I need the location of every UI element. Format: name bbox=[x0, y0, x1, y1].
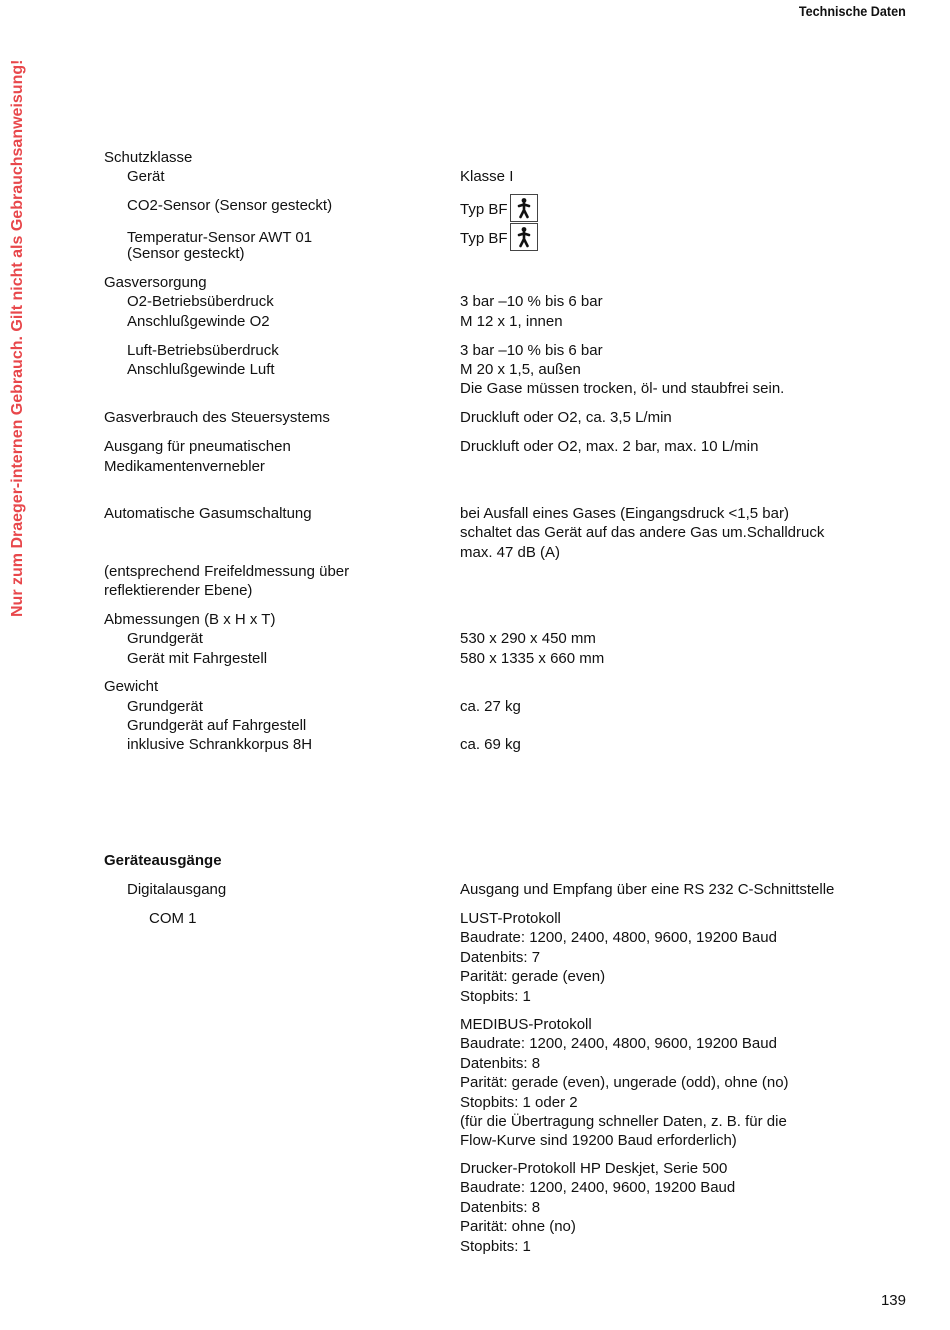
drucker-line: Drucker-Protokoll HP Deskjet, Serie 500 bbox=[460, 1160, 728, 1177]
o2-thread-label: Anschlußgewinde O2 bbox=[127, 313, 270, 330]
digitalausgang-value: Ausgang und Empfang über eine RS 232 C-Schnittstelle bbox=[460, 881, 835, 898]
temp-sensor-value bbox=[460, 225, 538, 253]
temp-sensor-label-2: (Sensor gesteckt) bbox=[127, 245, 245, 262]
o2-pressure-label: O2-Betriebsüberdruck bbox=[127, 293, 274, 310]
co2-sensor-value bbox=[460, 196, 538, 224]
abm-fahr-value: 580 x 1335 x 660 mm bbox=[460, 650, 605, 667]
geraet-label: Gerät bbox=[127, 168, 165, 185]
o2-thread-value: M 12 x 1, innen bbox=[460, 313, 563, 330]
freifeld-note-1: (entsprechend Freifeldmessung über bbox=[104, 563, 350, 580]
abmessungen-heading: Abmessungen (B x H x T) bbox=[104, 611, 276, 628]
com1-label: COM 1 bbox=[149, 910, 197, 927]
medibus-line: MEDIBUS-Protokoll bbox=[460, 1016, 592, 1033]
abm-grund-value: 530 x 290 x 450 mm bbox=[460, 630, 596, 647]
type-bf-symbol-icon bbox=[510, 223, 538, 251]
gew-grund-label: Grundgerät bbox=[127, 698, 203, 715]
page-number: 139 bbox=[880, 1292, 906, 1309]
gew-grund-value: ca. 27 kg bbox=[460, 698, 521, 715]
type-bf-symbol-icon bbox=[510, 194, 538, 222]
gew-fahr-value: ca. 69 kg bbox=[460, 736, 521, 753]
geraet-value: Klasse I bbox=[460, 168, 514, 185]
lust-line: Baudrate: 1200, 2400, 4800, 9600, 19200 Baud bbox=[460, 929, 777, 947]
drucker-line: Parität: ohne (no) bbox=[460, 1218, 576, 1236]
gasverbrauch-label: Gasverbrauch des Steuersystems bbox=[104, 409, 330, 426]
gasversorgung-heading: Gasversorgung bbox=[104, 274, 207, 291]
temp-sensor-type: Typ BF bbox=[460, 229, 508, 247]
gewicht-heading: Gewicht bbox=[104, 678, 159, 695]
o2-pressure-value: 3 bar –10 % bis 6 bar bbox=[460, 293, 603, 310]
medibus-line: Stopbits: 1 oder 2 bbox=[460, 1093, 578, 1111]
air-pressure-label: Luft-Betriebsüberdruck bbox=[127, 342, 279, 359]
temp-sensor-label-1: Temperatur-Sensor AWT 01 bbox=[127, 229, 313, 246]
medibus-protocol-block bbox=[460, 1015, 789, 1151]
medibus-line: Flow-Kurve sind 19200 Baud erforderlich) bbox=[460, 1132, 737, 1150]
drucker-line: Datenbits: 8 bbox=[460, 1198, 541, 1216]
gew-fahr-label-2: inklusive Schrankkorpus 8H bbox=[127, 736, 313, 753]
drucker-protocol-block bbox=[460, 1159, 735, 1256]
geraeteausgaenge-heading: Geräteausgänge bbox=[104, 852, 222, 869]
schutzklasse-heading: Schutzklasse bbox=[104, 149, 193, 166]
drucker-line: Stopbits: 1 bbox=[460, 1237, 531, 1255]
medibus-line: Parität: gerade (even), ungerade (odd), ohne (no) bbox=[460, 1074, 789, 1092]
lust-line: Stopbits: 1 bbox=[460, 987, 531, 1005]
ausgang-value: Druckluft oder O2, max. 2 bar, max. 10 L/min bbox=[460, 438, 759, 455]
gas-quality-note: Die Gase müssen trocken, öl- und staubfrei sein. bbox=[460, 380, 785, 397]
drucker-line: Baudrate: 1200, 2400, 9600, 19200 Baud bbox=[460, 1179, 736, 1197]
lust-protocol-block bbox=[460, 909, 777, 1006]
lust-line: Datenbits: 7 bbox=[460, 948, 541, 966]
medibus-line: Baudrate: 1200, 2400, 4800, 9600, 19200 Baud bbox=[460, 1035, 777, 1053]
air-pressure-value: 3 bar –10 % bis 6 bar bbox=[460, 342, 603, 359]
lust-line: LUST-Protokoll bbox=[460, 910, 561, 927]
umschaltung-value-3: max. 47 dB (A) bbox=[460, 544, 561, 561]
air-thread-value: M 20 x 1,5, außen bbox=[460, 361, 581, 378]
co2-sensor-type: Typ BF bbox=[460, 200, 508, 218]
digitalausgang-label: Digitalausgang bbox=[127, 881, 227, 898]
umschaltung-value-1: bei Ausfall eines Gases (Eingangsdruck <1,5 bar) bbox=[460, 505, 789, 522]
freifeld-note-2: reflektierender Ebene) bbox=[104, 582, 253, 599]
medibus-line: (für die Übertragung schneller Daten, z. B. für die bbox=[460, 1113, 787, 1131]
lust-line: Parität: gerade (even) bbox=[460, 968, 606, 986]
co2-sensor-label: CO2-Sensor (Sensor gesteckt) bbox=[127, 197, 333, 214]
page-header-title: Technische Daten bbox=[799, 3, 906, 19]
ausgang-label-2: Medikamentenvernebler bbox=[104, 458, 265, 475]
medibus-line: Datenbits: 8 bbox=[460, 1054, 541, 1072]
abm-fahr-label: Gerät mit Fahrgestell bbox=[127, 650, 268, 667]
abm-grund-label: Grundgerät bbox=[127, 630, 203, 647]
ausgang-label-1: Ausgang für pneumatischen bbox=[104, 438, 291, 455]
umschaltung-value-2: schaltet das Gerät auf das andere Gas um.Schalldruck bbox=[460, 524, 825, 541]
internal-use-watermark: Nur zum Draeger-internen Gebrauch. Gilt nicht als Gebrauchsanweisung! bbox=[9, 59, 26, 617]
gasverbrauch-value: Druckluft oder O2, ca. 3,5 L/min bbox=[460, 409, 672, 426]
umschaltung-label: Automatische Gasumschaltung bbox=[104, 505, 312, 522]
air-thread-label: Anschlußgewinde Luft bbox=[127, 361, 275, 378]
gew-fahr-label-1: Grundgerät auf Fahrgestell bbox=[127, 717, 307, 734]
